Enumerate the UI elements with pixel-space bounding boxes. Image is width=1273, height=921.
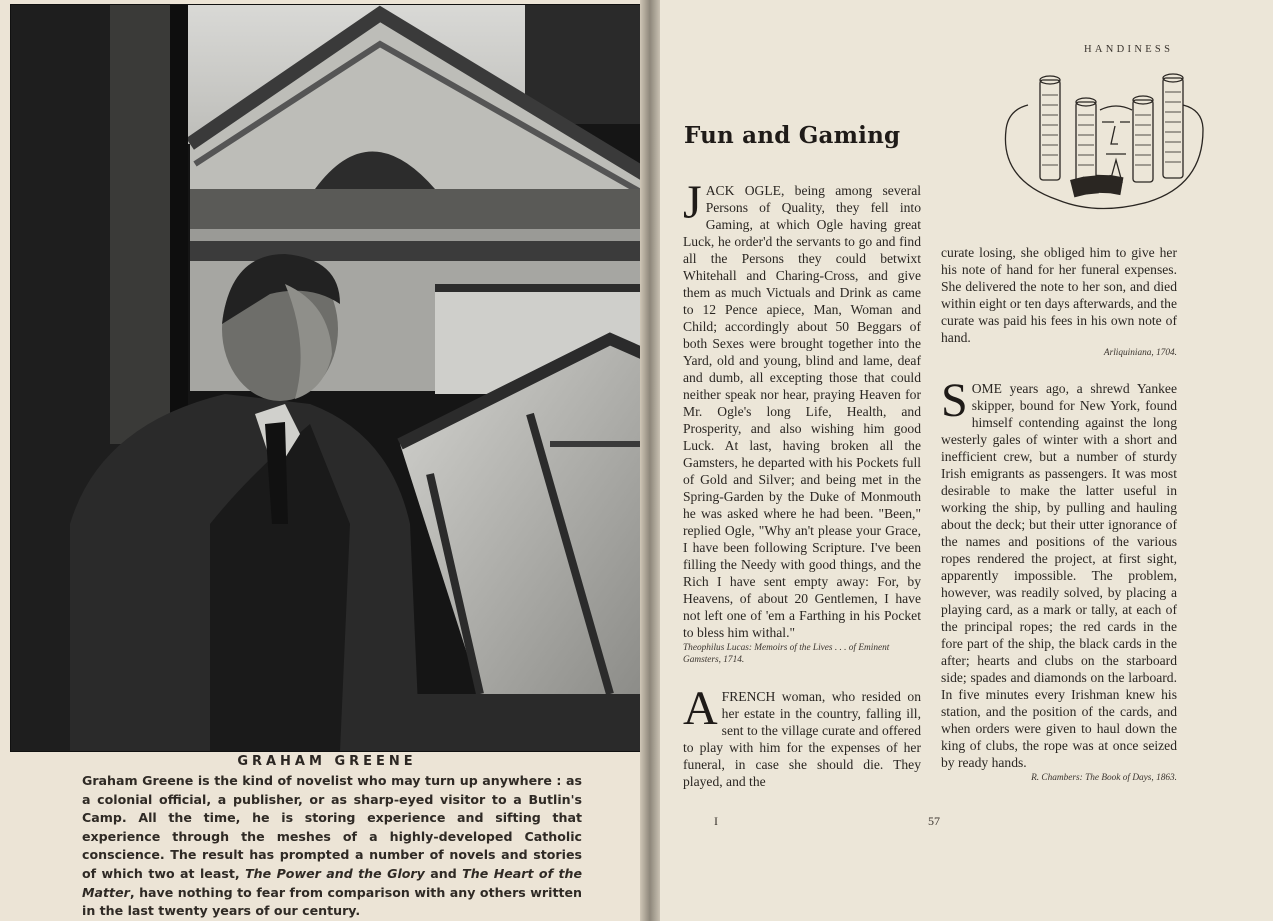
dropcap: J	[683, 176, 702, 229]
caption-book-title-1: The Power and the Glory	[245, 865, 425, 881]
running-head: HANDINESS	[1084, 44, 1174, 55]
caption-book-title-2: The Heart of the Matter	[82, 865, 582, 900]
page-number: 57	[928, 814, 940, 828]
dropcap: S	[941, 373, 968, 427]
story-french-woman-continued: curate losing, she obliged him to give her his note of hand for her funeral expenses. She delivered the note to her son, and died within eight or ten days afterwards, and the curate was paid his fees in his own note of hand.	[941, 245, 1177, 345]
citation: Theophilus Lucas: Memoirs of the Lives . . . of Eminent Gamsters, 1714.	[683, 643, 890, 665]
dropcap: A	[683, 682, 718, 735]
citation: R. Chambers: The Book of Days, 1863.	[1031, 772, 1177, 783]
portrait-photo	[10, 4, 644, 752]
article-column-right	[941, 244, 1177, 784]
citation: Arliquiniana, 1704.	[1103, 348, 1177, 358]
book-gutter	[640, 0, 662, 921]
story-ogle	[683, 176, 921, 641]
story-ogle-text: ACK OGLE, being among several Persons of Quality, they fell into Gaming, at which Ogle having great Luck, he order'd the servants to go and find all the Persons they could betwixt Whitehall and Charing-Cross, and give them as much Victuals and Drink as came to 12 Pence apiece, Man, Woman and Child; accordingly about 50 Beggars of both Sexes were brought together into the Yard, old and young, blind and lame, deaf and dumb, all excepting those that could neither speak nor hear, praying Heaven for Mr. Ogle's long Life, Health, and Prosperity, and also wishing him good Luck. At last, having broken all the Gamsters, he departed with his Pockets full of Gold and Silver; and being met in the Spring-Garden by the Duke of Monmouth he was asked where he had been. "Been," replied Ogle, "Why an't please your Grace, I have been following Scripture. I've been filling the Needy with good things, and the Rich I have sent empty away: For, by Heavens, of about 20 Gentlemen, I have not left one of 'em a Farthing in his Pocket to bless him withal."	[683, 183, 921, 640]
story-yankee-skipper	[941, 373, 1177, 771]
story-french-woman	[683, 682, 921, 790]
story-french-woman-text: FRENCH woman, who resided on her estate in the country, falling ill, sent to the village curate and offered to play with him for the expenses of her funeral, in case she should die. They played, and the	[683, 689, 921, 789]
caption-body	[82, 772, 582, 921]
caption-text-3: , have nothing to fear from comparison with any others written in the last twenty years of our century.	[82, 884, 582, 919]
folio-mark: I	[714, 814, 718, 828]
article-column-left	[683, 176, 921, 790]
caption-text-1: Graham Greene is the kind of novelist who may turn up anywhere : as a colonial official, a publisher, or as sharp-eyed visitor to a Butlin's Camp. All the time, he is storing experience and sifting that experience through the meshes of a highly-developed Catholic conscience. The result has prompted a number of novels and stories of which two at least,	[82, 773, 582, 881]
story-yankee-skipper-text: OME years ago, a shrewd Yankee skipper, bound for New York, found himself contending against the long westerly gales of winter with a short and inefficient crew, but a number of sturdy Irish emigrants as passengers. It was most desirable to make the latter useful in working the ship, by pulling and hauling about the deck; but their utter ignorance of the names and positions of the various ropes rendered the project, at first sight, apparently impossible. The problem, however, was readily solved, by placing a playing card, as a mark or tally, at each of the principal ropes; the red cards in the fore part of the ship, the black cards in the after; hearts and clubs on the starboard side; spades and diamonds on the larboard. In five minutes every Irishman knew his station, and the position of the cards, and when orders were given to haul down the king of clubs, the rope was at once seized by ready hands.	[941, 380, 1177, 770]
caption-title: GRAHAM GREENE	[237, 754, 417, 769]
article-title: Fun and Gaming	[684, 122, 901, 149]
playing-card-chips-illustration	[998, 70, 1208, 218]
caption-text-2: and	[424, 865, 463, 881]
